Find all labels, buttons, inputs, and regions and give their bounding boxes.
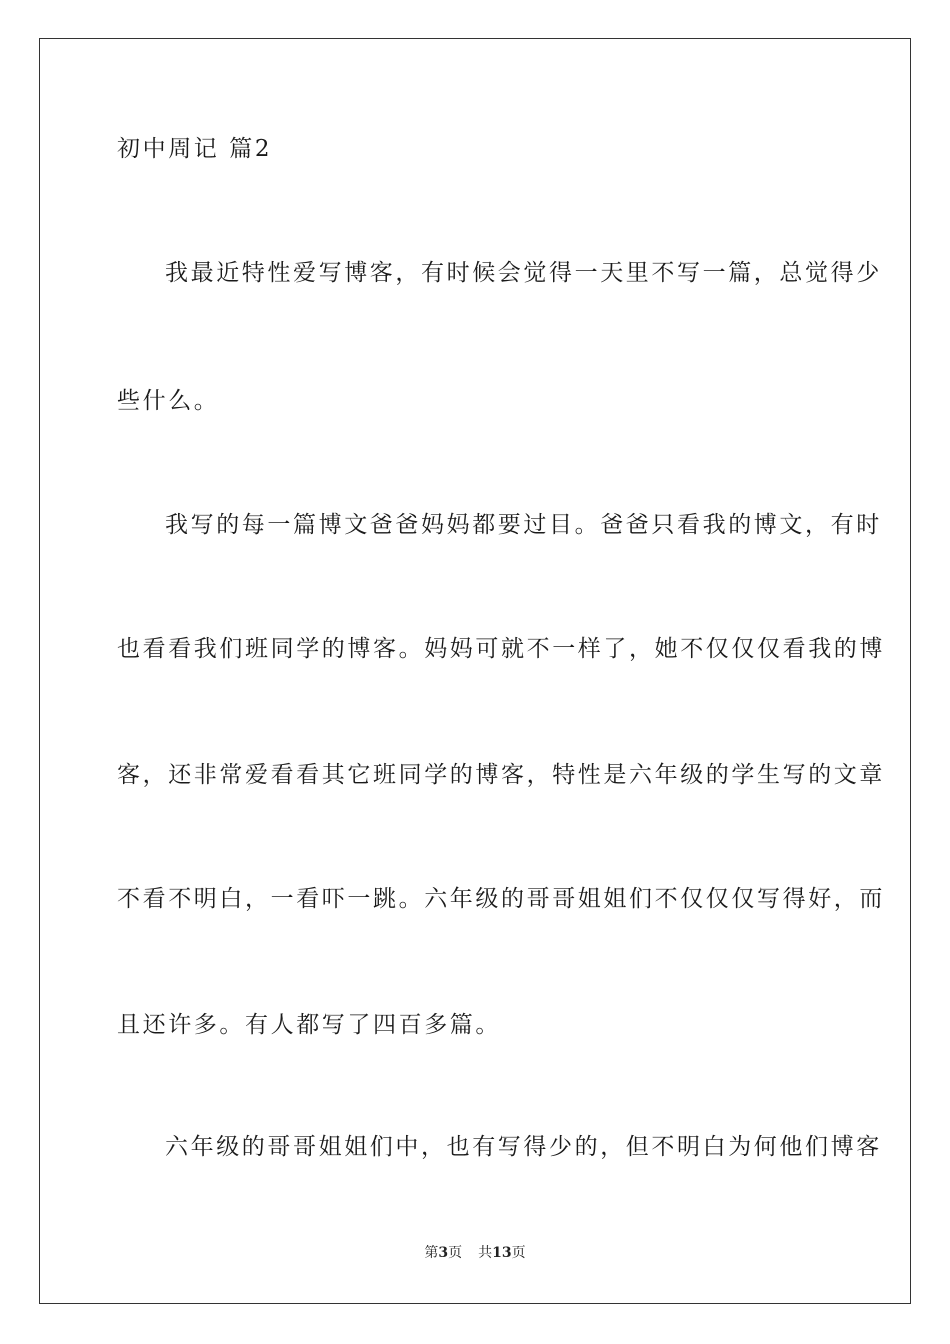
document-heading: 初中周记 篇2 [117,136,273,162]
paragraph-line: 也看看我们班同学的博客。妈妈可就不一样了，她不仅仅仅看我的博 [117,636,885,662]
paragraph-line: 客，还非常爱看看其它班同学的博客，特性是六年级的学生写的文章 [117,762,885,788]
total-pages: 13 [492,1245,512,1261]
paragraph-line: 不看不明白，一看吓一跳。六年级的哥哥姐姐们不仅仅仅写得好，而 [117,886,885,912]
paragraph-line: 我写的每一篇博文爸爸妈妈都要过目。爸爸只看我的博文，有时 [165,512,882,538]
total-suffix: 页 [511,1245,526,1261]
page-number: 3 [438,1245,449,1261]
paragraph-line: 六年级的哥哥姐姐们中，也有写得少的，但不明白为何他们博客 [165,1134,882,1160]
page-footer [0,1243,950,1263]
paragraph-line: 我最近特性爱写博客，有时候会觉得一天里不写一篇，总觉得少 [165,260,882,286]
paragraph-line: 且还许多。有人都写了四百多篇。 [117,1012,501,1038]
page-suffix: 页 [448,1245,463,1261]
paragraph-line: 些什么。 [117,388,220,414]
total-prefix: 共 [478,1245,493,1261]
page-prefix: 第 [424,1245,439,1261]
page-border [39,38,911,1304]
